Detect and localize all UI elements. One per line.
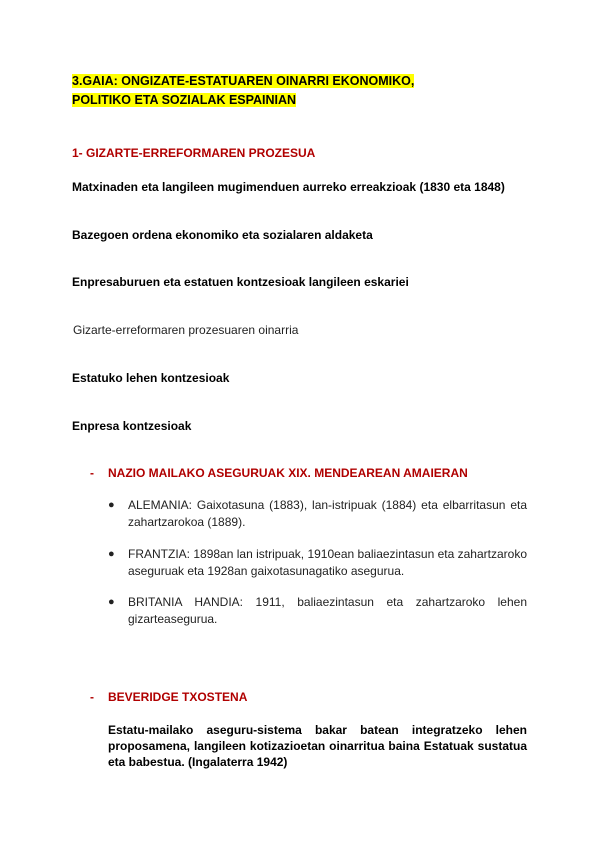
subheading-beveridge-text: BEVERIDGE TXOSTENA: [108, 690, 248, 704]
subheading-insurance: [90, 466, 468, 480]
bullet-text: BRITANIA HANDIA: 1911, baliaezintasun eta zahartzaroko lehen gizarteasegurua.: [128, 595, 527, 626]
bullet-icon: ●: [108, 548, 115, 560]
item-uprisings: Matxinaden eta langileen mugimenduen aurreko erreakzioak (1830 eta 1848): [72, 180, 505, 194]
subheading-beveridge: [90, 690, 247, 704]
bullet-text: FRANTZIA: 1898an lan istripuak, 1910ean baliaezintasun eta zahartzaroko aseguruak eta 1928an gaixotasunagatiko asegurua.: [128, 547, 527, 578]
dash-marker: -: [90, 466, 94, 480]
bullet-item-britain: [108, 594, 527, 628]
section-heading: 1- GIZARTE-ERREFORMAREN PROZESUA: [72, 146, 316, 160]
item-company-concessions: Enpresa kontzesioak: [72, 419, 192, 433]
item-concessions: Enpresaburuen eta estatuen kontzesioak langileen eskariei: [72, 275, 409, 289]
item-order-change: Bazegoen ordena ekonomiko eta sozialaren aldaketa: [72, 228, 373, 242]
bullet-item-france: [108, 546, 527, 580]
bullet-text: ALEMANIA: Gaixotasuna (1883), lan-istripuak (1884) eta elbarritasun eta zahartzarokoa (1889).: [128, 498, 527, 529]
title-line-1: 3.GAIA: ONGIZATE-ESTATUAREN OINARRI EKONOMIKO,: [72, 74, 415, 88]
bullet-item-germany: [108, 497, 527, 531]
title-line-2: POLITIKO ETA SOZIALAK ESPAINIAN: [72, 93, 297, 107]
dash-marker: -: [90, 690, 94, 704]
item-state-concessions: Estatuko lehen kontzesioak: [72, 371, 230, 385]
beveridge-paragraph: Estatu-mailako aseguru-sistema bakar batean integratzeko lehen proposamena, langileen kotizazioetan oinarritua baina Estatuak sustatua eta babestua. (Ingalaterra 1942): [108, 723, 527, 769]
item-reform-basis: Gizarte-erreformaren prozesuaren oinarria: [73, 323, 299, 337]
subheading-insurance-text: NAZIO MAILAKO ASEGURUAK XIX. MENDEAREAN AMAIERAN: [108, 466, 468, 480]
bullet-icon: ●: [108, 499, 115, 511]
document-title: [72, 72, 527, 110]
bullet-icon: ●: [108, 596, 115, 608]
